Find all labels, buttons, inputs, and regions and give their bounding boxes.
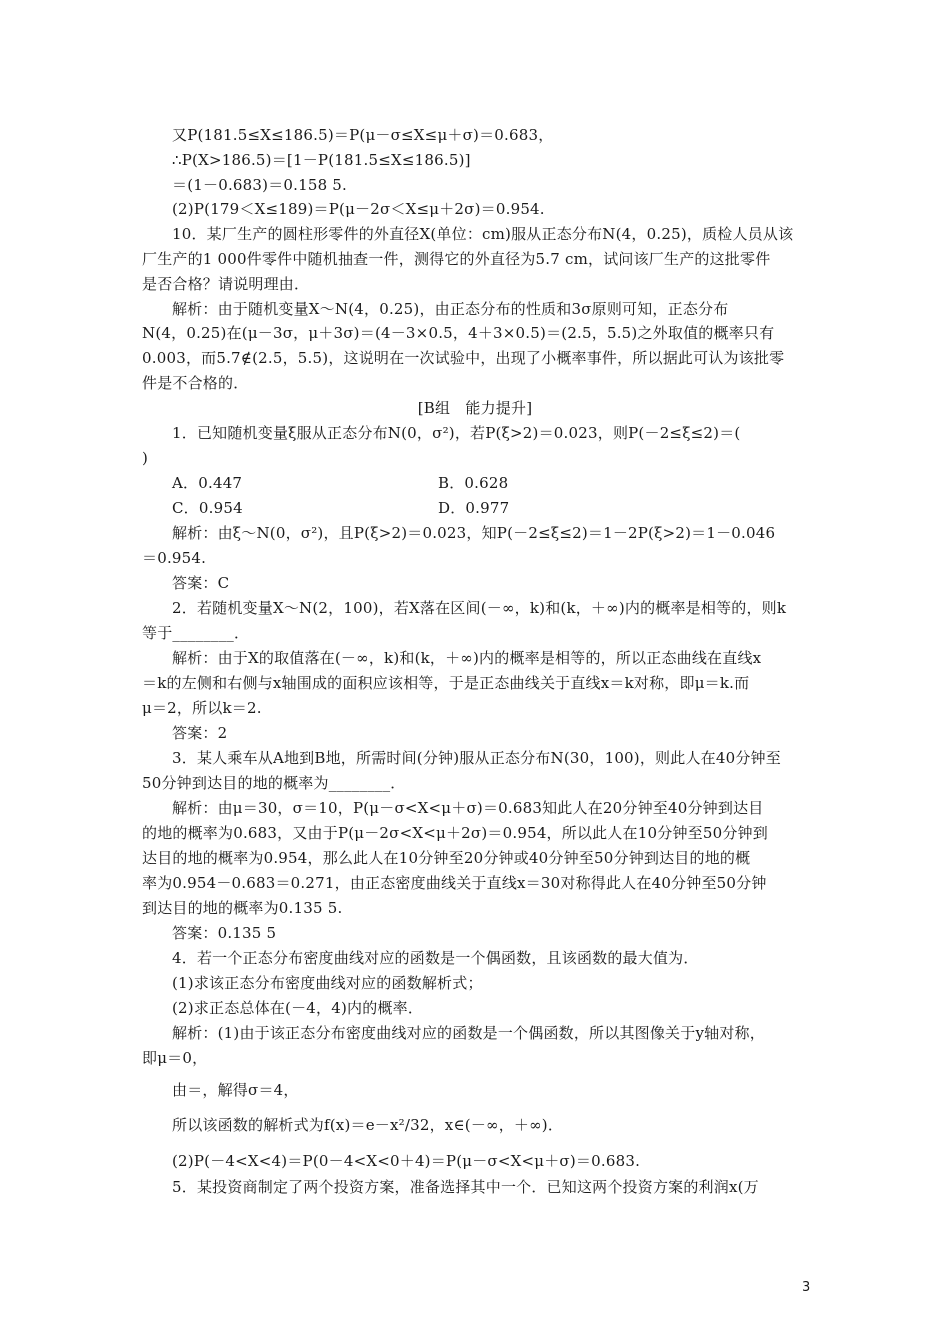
text-line: ＝(1－0.683)＝0.158 5. <box>172 176 348 194</box>
text-line: 等于________． <box>142 624 250 642</box>
text-line: 解析：(1)由于该正态分布密度曲线对应的函数是一个偶函数，所以其图像关于y轴对称， <box>172 1024 765 1042</box>
text-line: 2．若随机变量X～N(2，100)，若X落在区间(－∞，k)和(k，＋∞)内的概率是相等的，则k <box>172 599 787 617</box>
text-line: 是否合格？请说明理由． <box>142 275 310 293</box>
text-line: μ＝2，所以k＝2. <box>142 699 262 717</box>
text-line: 件是不合格的． <box>142 374 249 392</box>
answer-line: 答案：2 <box>172 724 228 742</box>
text-line: (2)P(－4<X<4)＝P(0－4<X<0＋4)＝P(μ－σ<X<μ＋σ)＝0.683. <box>172 1152 641 1170</box>
text-line: 解析：由于X的取值落在(－∞，k)和(k，＋∞)内的概率是相等的，所以正态曲线在直线x <box>172 649 762 667</box>
option-b: B．0.628 <box>438 474 509 492</box>
formula-line: 所以该函数的解析式为f(x)＝e－x²/32，x∈(－∞，＋∞)． <box>172 1116 564 1134</box>
text-line: 3．某人乘车从A地到B地，所需时间(分钟)服从正态分布N(30，100)，则此人在40分钟至 <box>172 749 781 767</box>
page-number: 3 <box>802 1280 811 1295</box>
text-line: N(4，0.25)在(μ－3σ，μ＋3σ)＝(4－3×0.5，4＋3×0.5)＝(2.5，5.5)之外取值的概率只有 <box>142 324 775 342</box>
text-line: 由＝，解得σ＝4， <box>172 1081 299 1099</box>
text-line: (1)求该正态分布密度曲线对应的函数解析式； <box>172 974 483 992</box>
text-line: 厂生产的1 000件零件中随机抽查一件，测得它的外直径为5.7 cm，试问该厂生产的这批零件 <box>142 250 771 268</box>
text-line: 4．若一个正态分布密度曲线对应的函数是一个偶函数，且该函数的最大值为． <box>172 949 699 967</box>
text-line: 解析：由于随机变量X～N(4，0.25)，由正态分布的性质和3σ原则可知，正态分布 <box>172 300 729 318</box>
option-c: C．0.954 <box>172 499 243 517</box>
text-line: 即μ＝0， <box>142 1049 208 1067</box>
text-line: ∴P(X>186.5)＝[1－P(181.5≤X≤186.5)] <box>172 151 471 169</box>
answer-line: 答案：0.135 5 <box>172 924 277 942</box>
text-line: 解析：由ξ～N(0，σ²)，且P(ξ>2)＝0.023，知P(－2≤ξ≤2)＝1－2P(ξ>2)＝1－0.046 <box>172 524 776 542</box>
text-line: ＝0.954. <box>142 549 207 567</box>
text-line: 到达目的地的概率为0.135 5. <box>142 899 343 917</box>
text-line: 的地的概率为0.683，又由于P(μ－2σ<X<μ＋2σ)＝0.954，所以此人在10分钟至50分钟到 <box>142 824 768 842</box>
text-line: 5．某投资商制定了两个投资方案，准备选择其中一个．已知这两个投资方案的利润x(万 <box>172 1178 759 1196</box>
text-line: ) <box>142 449 149 467</box>
text-line: (2)P(179＜X≤189)＝P(μ－2σ＜X≤μ＋2σ)＝0.954. <box>172 200 545 218</box>
text-line: 达目的地的概率为0.954，那么此人在10分钟至20分钟或40分钟至50分钟到达目的地的概 <box>142 849 751 867</box>
text-line: 10．某厂生产的圆柱形零件的外直径X(单位：cm)服从正态分布N(4，0.25)，质检人员从该 <box>172 225 794 243</box>
option-d: D．0.977 <box>438 499 510 517</box>
text-line: 解析：由μ＝30，σ＝10，P(μ－σ<X<μ＋σ)＝0.683知此人在20分钟至40分钟到达目 <box>172 799 764 817</box>
answer-line: 答案：C <box>172 574 230 592</box>
section-heading: [B组 能力提升] <box>417 399 533 417</box>
text-line: 率为0.954－0.683＝0.271，由正态密度曲线关于直线x＝30对称得此人在40分钟至50分钟 <box>142 874 767 892</box>
text-line: (2)求正态总体在(－4，4)内的概率． <box>172 999 424 1017</box>
text-line: ＝k的左侧和右侧与x轴围成的面积应该相等，于是正态曲线关于直线x＝k对称，即μ＝k.而 <box>142 674 750 692</box>
option-a: A．0.447 <box>172 474 243 492</box>
text-line: 50分钟到达目的地的概率为________． <box>142 774 406 792</box>
text-line: 又P(181.5≤X≤186.5)＝P(μ－σ≤X≤μ＋σ)＝0.683， <box>172 126 554 144</box>
text-line: 1．已知随机变量ξ服从正态分布N(0，σ²)，若P(ξ>2)＝0.023，则P(－2≤ξ≤2)＝( <box>172 424 741 442</box>
text-line: 0.003，而5.7∉(2.5，5.5)，这说明在一次试验中，出现了小概率事件，所以据此可认为该批零 <box>142 349 785 367</box>
